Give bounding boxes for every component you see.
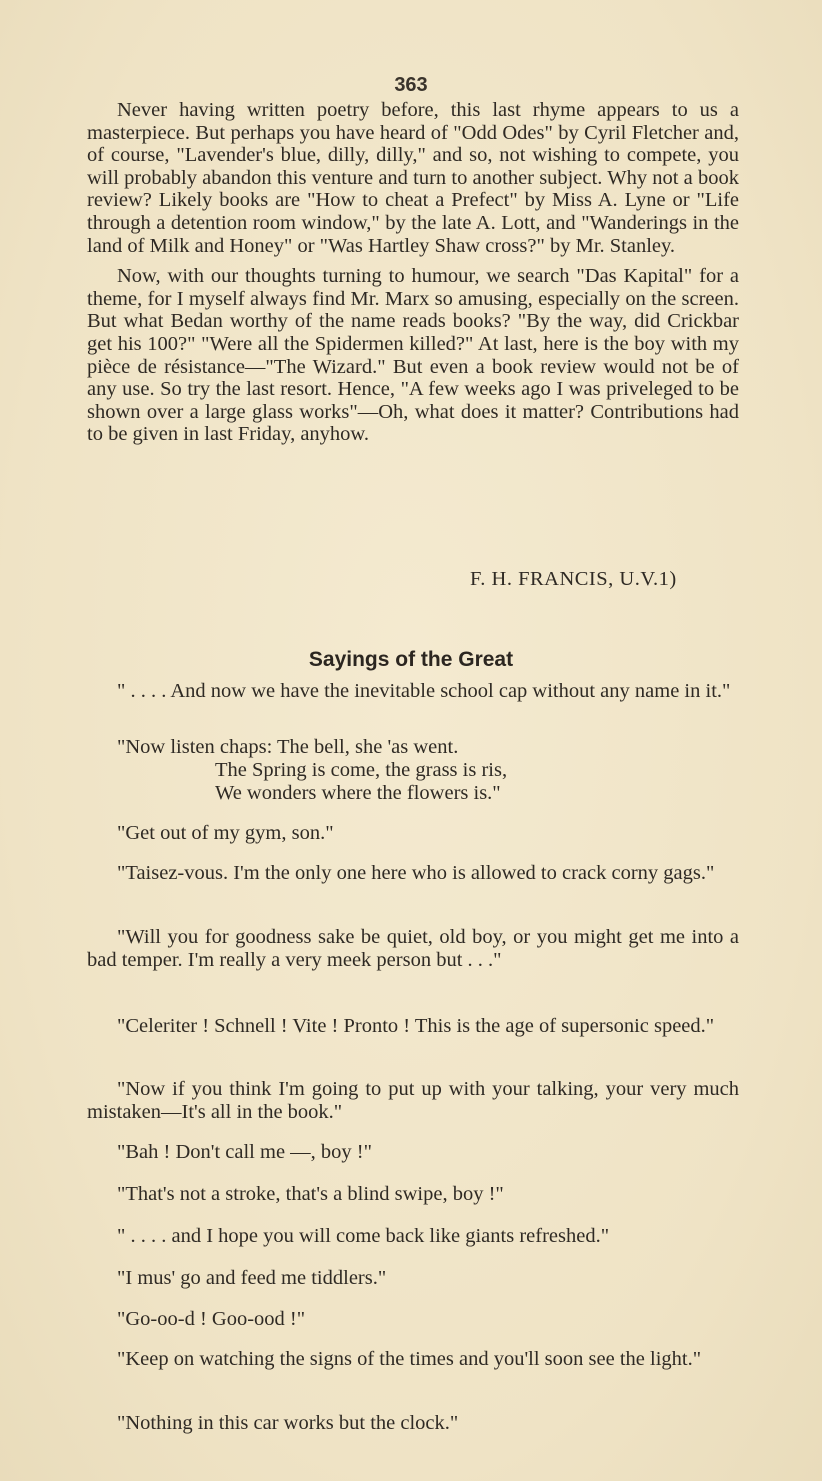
poem-line: "Now listen chaps: The bell, she 'as went. [117,736,459,758]
saying-item: "Keep on watching the signs of the times and you'll soon see the light." [117,1348,702,1370]
saying-item: "Will you for goodness sake be quiet, old boy, or you might get me into a bad temper. I'm really a very meek person but . . ." [87,926,739,971]
saying-item: "Bah ! Don't call me —, boy !" [117,1141,372,1163]
saying-item: "Nothing in this car works but the clock." [117,1412,459,1434]
saying-item: " . . . . And now we have the inevitable school cap without any name in it." [117,680,731,702]
article-paragraph-1: Never having written poetry before, this last rhyme appears to us a masterpiece. But perhaps you have heard of "Odd Odes" by Cyril Fletcher and, of course, "Lavender's blue, dilly, dilly," and so, not wishing to compete, you will probably abandon this venture and turn to another subject. Why not a book review? Likely books are "How to cheat a Prefect" by Miss A. Lyne or "Life through a detention room window," by the late A. Lott, and "Wanderings in the land of Milk and Honey" or "Was Hartley Shaw cross?" by Mr. Stanley. [87,99,739,257]
saying-item: " . . . . and I hope you will come back like giants refreshed." [117,1225,610,1247]
saying-item: "Now if you think I'm going to put up with your talking, your very much mistaken—It's all in the book." [87,1078,739,1123]
saying-poem [87,736,739,804]
saying-item: "That's not a stroke, that's a blind swipe, boy !" [117,1183,504,1205]
article-body [87,99,739,446]
author-signature: F. H. FRANCIS, U.V.1) [470,568,677,590]
article-paragraph-2: Now, with our thoughts turning to humour, we search "Das Kapital" for a theme, for I myself always find Mr. Marx so amusing, especially on the screen. But what Bedan worthy of the name reads books? "By the way, did Crickbar get his 100?" "Were all the Spidermen killed?" At last, here is the boy with my pièce de résistance—"The Wizard." But even a book review would not be of any use. So try the last resort. Hence, "A few weeks ago I was priveleged to be shown over a large glass works"—Oh, what does it matter? Contributions had to be given in last Friday, anyhow. [87,265,739,446]
page-number: 363 [394,74,428,96]
saying-item: "I mus' go and feed me tiddlers." [117,1267,387,1289]
saying-item: "Get out of my gym, son." [117,822,334,844]
saying-item: "Taisez-vous. I'm the only one here who is allowed to crack corny gags." [117,862,715,884]
poem-line: The Spring is come, the grass is ris, [215,758,508,781]
section-title: Sayings of the Great [308,648,514,671]
saying-item: "Celeriter ! Schnell ! Vite ! Pronto ! This is the age of supersonic speed." [117,1015,715,1037]
saying-item: "Go-oo-d ! Goo-ood !" [117,1308,306,1330]
poem-line: We wonders where the flowers is." [215,781,501,804]
